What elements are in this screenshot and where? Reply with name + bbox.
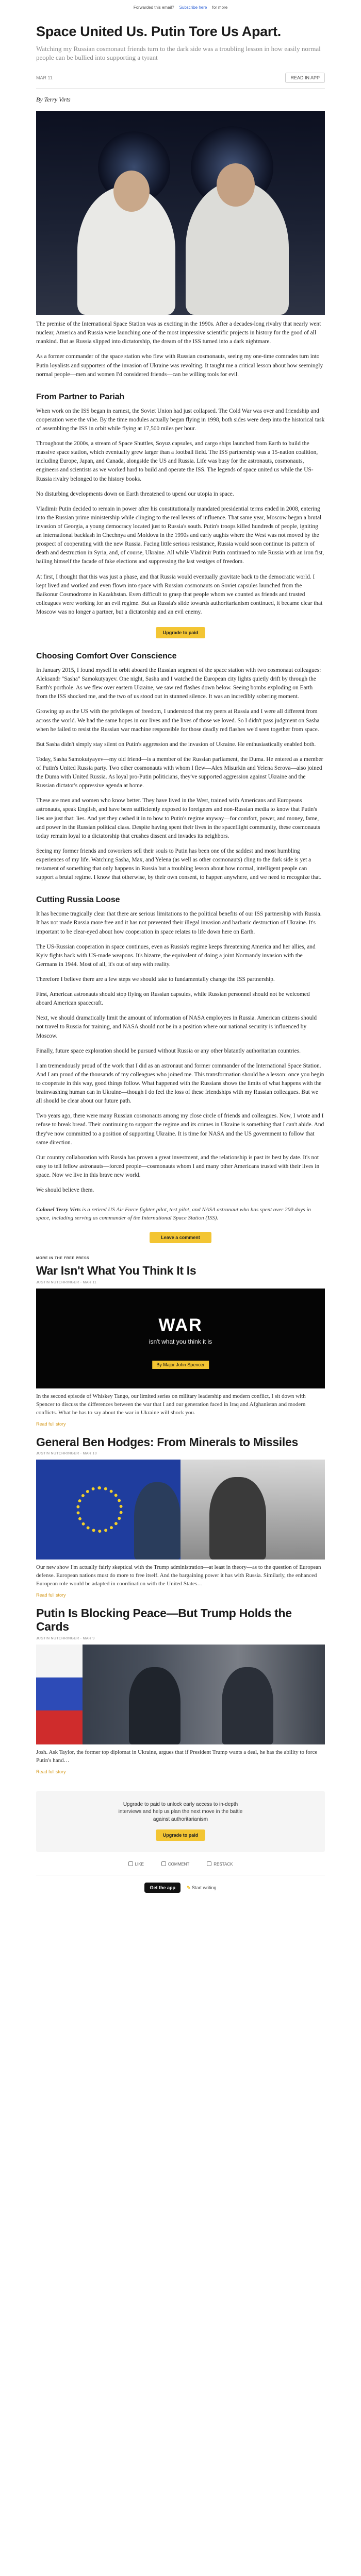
paragraph: Vladimir Putin decided to remain in power after his constitutionally mandated presidential terms ended in 2008, entering into the Russian prime ministership while clinging to the real levers of influence. That same year, Moscow began a brutal invasion of Georgia, a young democracy located just to Russia's south. Putin's troops killed hundreds of people, igniting an international backlash in Chechnya and Moldova in the 1990s and early aughts where the West was not moved by the prospect of cooperating with the new Russia. Facing little serious resistance, Russia would soon continue its pattern of death and destruction in Syria, and, of course, Ukraine. All while Vladimir Putin continued to rule Russia with an iron fist, hailing himself the facade of fake elections and suppressing the last vestiges of freedom. (36, 505, 324, 565)
comment-label: COMMENT (168, 1862, 190, 1867)
paragraph: Growing up as the US with the privileges of freedom, I understood that my peers at Russia and I were all different from across the world. We had the same hopes in our lives and the lives of those we loved. So I didn't pass judgment on Sasha when he failed to resist the Russian war machine responsible for those deadly red flashes we'd seen together from space. (36, 708, 320, 733)
section-heading: From Partner to Pariah (36, 392, 125, 401)
paragraph: Next, we should dramatically limit the amount of information of NASA employees in Russia. American citizens should not travel to Russia for training, and NASA should not be in a position where our national security is influenced by Moscow. (36, 1015, 317, 1039)
author-bio: is a retired US Air Force fighter pilot, test pilot, and NASA astronaut who has spent over 200 days in space, including serving as commander of the International Space Station (ISS). (36, 1207, 311, 1222)
upgrade-promo (36, 1791, 325, 1853)
forward-notice-bar (0, 0, 361, 14)
read-full-story-link[interactable]: Read full story (36, 1592, 66, 1598)
upgrade-button[interactable]: Upgrade to paid (156, 627, 205, 638)
article-subtitle: Watching my Russian cosmonaut friends turn to the dark side was a troubling lesson in how easily normal people can be bullied into supporting a tyrant (36, 45, 321, 62)
image-caption-title: WAR (158, 1315, 203, 1335)
card-image[interactable] (36, 1460, 325, 1560)
paragraph: Two years ago, there were many Russian cosmonauts among my close circle of friends and colleagues. Now, I wrote and I refuse to break bread. Their continuing to support the regime and its crimes in Ukraine is something that I can't abide. And they've now committed to a position of supporting Ukraine. It is time for NASA and the US government to follow that same direction. (36, 1113, 324, 1146)
paragraph: We should believe them. (36, 1187, 94, 1194)
divider (36, 88, 325, 89)
paragraph: Our country collaboration with Russia has proven a great investment, and the relationship is past its best by date. It's not easy to tell fellow astronauts—forced people—cosmonauts whom I and many other Americans trusted with their lives in space. Now we live in this brave new world. (36, 1154, 320, 1178)
start-writing-link[interactable] (187, 1885, 217, 1891)
paragraph: As a former commander of the space station who flew with Russian cosmonauts, seeing my one-time comrades turn into Putin loyalists and supporters of the invasion of Ukraine was revolting. It taught me a critical lesson about how seemingly normal people—men and women I'd considered friends—can be willing tools for evil. (36, 353, 323, 378)
paragraph: These are men and women who know better. They have lived in the West, trained with Americans and Europeans astronauts, speak English, and have been sufficiently exposed to foreigners and non-Russian media to know that Putin's lies are just that: lies. And yet they cashed it in to bow to Putin's regime anyway—for comfort, power, and money, fame, and power in the Russian political class. Despite having spent their lives in the spaceflight community, these cosmonauts today remain loyal to a dictatorship that crushes dissent and invades its neighbors. (36, 798, 320, 839)
like-button[interactable] (128, 1861, 144, 1867)
card-image[interactable] (36, 1645, 325, 1744)
paragraph: It has become tragically clear that there are serious limitations to the political benefits of our ISS partnership with Russia. It has not made Russia more free and it has not prevented their illegal invasion and barbaric destruction of Ukraine. It's important to be clear-eyed about how cooperation in space relates to life down here on Earth. (36, 911, 322, 935)
card-excerpt: Our new show I'm actually fairly skeptical with the Trump administration—at least in theory—as to the question of European defense. European nations must do more to free itself. And the bargaining power it has with Russia. Similarly, the enhanced European role would be adapted in coordination with the United States… (36, 1564, 321, 1587)
author-name: Colonel Terry Virts (36, 1207, 81, 1213)
card-excerpt: In the second episode of Whiskey Tango, our limited series on military leadership and modern conflict, I sit down with Spencer to discuss the differences between the war that I and our generation faced in Iraq and Afghanistan and modern conflicts. What he has to say about the war in Ukraine will shock you. (36, 1393, 306, 1416)
paragraph: Seeing my former friends and coworkers sell their souls to Putin has been one of the saddest and most humbling experiences of my life. Watching Sasha, Max, and Yelena (as well as other cosmonauts) cling to the dark side is yet a testament of something that only happens in Russia but a troubling lesson about how normal, intelligent people can support a brutal regime. I know that otherwise, by their own consent, to happen anywhere, and we need to recognize that. (36, 848, 322, 881)
post-actions (36, 1861, 325, 1867)
comment-button[interactable] (161, 1861, 189, 1867)
upgrade-promo-text: Upgrade to paid to unlock early access to in-depth interviews and help us plan the next move in the battle against authoritarianism (118, 1801, 243, 1822)
article-intro (36, 320, 325, 379)
paragraph: First, American astronauts should stop flying on Russian capsules, while Russian personnel should not be welcomed aboard American spacecraft. (36, 991, 310, 1007)
heart-icon (128, 1861, 133, 1866)
paragraph: The US-Russian cooperation in space continues, even as Russia's regime keeps threatening America and her allies, and Kyiv fights back with US-made weapons. It's bizarre, the equivalent of doing a joint Normandy invasion with the Germans in 1944. Most of all, it's out of step with reality. (36, 943, 316, 968)
card-title[interactable]: Putin Is Blocking Peace—But Trump Holds the Cards (36, 1606, 292, 1633)
leave-comment-button[interactable]: Leave a comment (150, 1232, 211, 1243)
paragraph: Throughout the 2000s, a stream of Space Shuttles, Soyuz capsules, and cargo ships launched from Earth to build the massive space station, which eventually grew larger than a football field. The ISS partnership was a 15-nation coalition, including Europe, Japan, and Canada, alongside the US and Russia. Life was busy for the astronauts, cosmonauts, engineers and scientists as we worked hard to build and operate the ISS. The legends of space united us while the US-Russia rivalry belonged to the history books. (36, 440, 318, 482)
image-caption-byline: By Major John Spencer (152, 1361, 209, 1369)
read-full-story-link[interactable]: Read full story (36, 1769, 66, 1774)
restack-label: RESTACK (214, 1862, 233, 1867)
card-author: JUSTIN NUTCHRINGER · MAR 9 (36, 1636, 95, 1640)
card-excerpt: Josh. Ask Taylor, the former top diplomat in Ukraine, argues that if President Trump wants a deal, he has the ability to force Putin's hand… (36, 1749, 318, 1764)
author-note (36, 1206, 325, 1223)
card-author: JUSTIN NUTCHRINGER · MAR 10 (36, 1452, 97, 1456)
article-container (36, 24, 325, 1908)
recommended-article-card[interactable] (36, 1607, 325, 1774)
recommended-article-card[interactable] (36, 1436, 325, 1598)
paragraph: Therefore I believe there are a few steps we should take to fundamentally change the ISS partnership. (36, 976, 275, 982)
card-title[interactable]: War Isn't What You Think It Is (36, 1264, 196, 1278)
read-in-app-button[interactable]: READ IN APP (285, 73, 325, 83)
upgrade-button[interactable]: Upgrade to paid (156, 1829, 205, 1841)
hero-image (36, 111, 325, 315)
forward-notice-text: Forwarded this email? (133, 5, 174, 10)
read-full-story-link[interactable]: Read full story (36, 1421, 66, 1427)
paragraph: Finally, future space exploration should be pursued without Russia or any other blatantly authoritarian countries. (36, 1047, 301, 1054)
restack-button[interactable] (207, 1861, 233, 1867)
restack-icon (207, 1861, 211, 1866)
like-label: LIKE (135, 1862, 144, 1867)
forward-more-text: for more (212, 5, 228, 10)
paragraph: The premise of the International Space Station was as exciting in the 1990s. After a decades-long rivalry that nearly went nuclear, America and Russia were launching one of the most impressive scientific projects in history for the good of all mankind. But as Russia slipped into dictatorship, the dream of the ISS turned into a dark nightmare. (36, 321, 321, 345)
subscribe-link[interactable]: Subscribe here (179, 5, 207, 10)
recommended-article-card[interactable] (36, 1264, 325, 1427)
get-app-button[interactable]: Get the app (144, 1883, 180, 1893)
paragraph: I am tremendously proud of the work that I did as an astronaut and former commander of the International Space Station. And I am proud of the thousands of my colleagues who joined me. This transformation should be a lesson: once you begin to cooperate in this way, good things follow. What happened with the Russians shows the limits of what happens with the brainwashing human can in Ukraine—though I do feel the loss of these friendships with my Russian colleagues. But we all should be clear about our future path. (36, 1062, 324, 1105)
footer (36, 1880, 325, 1895)
article-byline: By Terry Virts (36, 96, 71, 104)
paragraph: Today, Sasha Samokutyayev—my old friend—is a member of the Russian parliament, the Duma. He entered as a member of Putin's United Russia party. Two other cosmonauts with whom I flew—Alex Misurkin and Yelena Serova—also joined the Duma with United Russia. As loyal pro-Putin politicians, they've supported aggression against Ukraine and the Russian dictator's oppressive agenda at home. (36, 756, 323, 789)
paragraph: But Sasha didn't simply stay silent on Putin's aggression and the invasion of Ukraine. He enthusiastically enabled both. (36, 741, 316, 748)
more-section-heading: MORE IN THE FREE PRESS (36, 1257, 90, 1261)
paragraph: When work on the ISS began in earnest, the Soviet Union had just collapsed. The Cold War was over and friendship and cooperation were the vibe. By the time modules actually began flying in 1998, both sides were deep into the historical task of assembling the ISS in orbit while flying at 17,500 miles per hour. (36, 408, 325, 432)
image-caption-subtitle: isn't what you think it is (149, 1337, 212, 1345)
card-title[interactable]: General Ben Hodges: From Minerals to Missiles (36, 1435, 298, 1449)
paragraph: At first, I thought that this was just a phase, and that Russia would eventually gravitate back to the democratic world. I kept lived and worked and even flown into space with Russian cosmonauts on Soviet capsules launched from the Baikonur Cosmodrome in Kazakhstan. Even difficult to grasp that people whom we counted as friends and trusted colleagues were working for an evil regime. But as Russia's slide towards authoritarianism continued, it became clear that Moscow was no longer a partner, but a dictatorship and an evil enemy. (36, 573, 323, 615)
section-heading: Choosing Comfort Over Conscience (36, 652, 177, 661)
section-heading: Cutting Russia Loose (36, 895, 120, 905)
comment-icon (161, 1861, 166, 1866)
article-date: MAR 11 (36, 75, 53, 81)
article-title: Space United Us. Putin Tore Us Apart. (36, 24, 281, 39)
article-meta (36, 73, 325, 83)
paragraph: No disturbing developments down on Earth threatened to upend our utopia in space. (36, 490, 234, 497)
card-author: JUSTIN NUTCHRINGER · MAR 11 (36, 1280, 97, 1284)
pencil-icon: ✎ (186, 1885, 191, 1890)
card-image[interactable] (36, 1289, 325, 1388)
start-writing-label: Start writing (192, 1885, 217, 1890)
paragraph: In January 2015, I found myself in orbit aboard the Russian segment of the space station with two cosmonaut colleagues: Aleksandr "Sasha" Samokutyayev. One night, Sasha and I watched the European city lights quietly drift by through the Earth's porthole. As we flew over eastern Ukraine, we saw red flashes down below. Seeing bombs exploding on Earth from the ISS shocked me, and the two of us stood out in stunned silence. It was an incredibly sobering moment. (36, 667, 321, 700)
comment-row (36, 1228, 325, 1245)
